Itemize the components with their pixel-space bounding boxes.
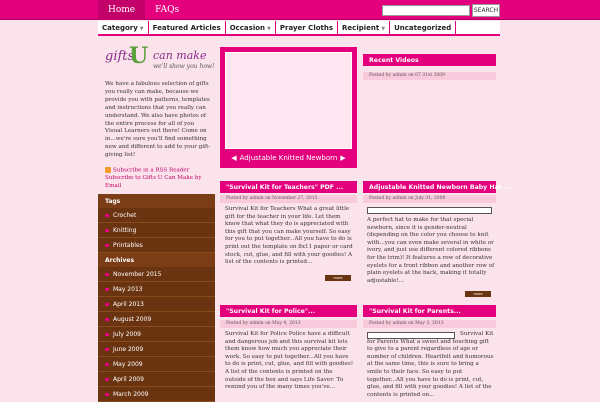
prev-arrow-icon[interactable]: ◀ xyxy=(231,154,237,162)
post-meta: Posted by admin on May 4, 2013 xyxy=(220,320,357,328)
search-button[interactable]: SEARCH xyxy=(472,4,500,17)
prayer-cloths-menu[interactable] xyxy=(276,21,338,35)
site-logo[interactable] xyxy=(105,43,215,77)
featured-caption-text[interactable]: Adjustable Knitted Newborn xyxy=(239,154,338,162)
archive-item[interactable] xyxy=(98,297,215,312)
featured-caption xyxy=(220,151,357,165)
top-navigation-bar xyxy=(0,0,600,20)
post-excerpt: Survival Kit for Police Police have a difficult and dangerous job and this survival kit lets them know how much you appreciate their work. So easy to put together...All you have to do is print, cut, glue, and fill with goodies! A list of the contents is printed on the outside of the box and says Life Saver: To remind you of the many times you've... xyxy=(225,331,354,391)
tag-item[interactable] xyxy=(98,238,215,253)
post-title-link[interactable]: "Survival Kit for Parents... xyxy=(363,305,496,317)
category-nav xyxy=(98,21,500,36)
search-input[interactable] xyxy=(382,5,470,16)
tag-label: Crochet xyxy=(113,212,137,219)
bullet-icon xyxy=(105,348,109,351)
archive-item[interactable] xyxy=(98,312,215,327)
post-title-link[interactable]: "Survival Kit for Police"... xyxy=(220,305,357,317)
logo-word-can-make: can make xyxy=(153,49,207,62)
dropdown-arrow-icon: ▼ xyxy=(381,26,386,32)
post-excerpt: Survival Kit for Parents What a sweet and touching gift to give to a parent regardless of age or number of children. Heartfelt and humorous at the same time, this is sure to bring a smile to their face. So easy to put together...All you have to do is print, cut, glue, and fill with your goodies! A list of the contents is printed on... xyxy=(367,331,494,398)
featured-image[interactable] xyxy=(225,52,352,149)
bullet-icon xyxy=(105,273,109,276)
email-subscribe-link[interactable]: Subscribe to Gifts U Can Make by Email xyxy=(105,175,202,190)
uncategorized-label: Uncategorized xyxy=(394,24,452,32)
logo-letter-u: U xyxy=(129,43,149,69)
logo-word-gifts: gifts xyxy=(105,49,135,64)
nav-faqs-link[interactable]: FAQs xyxy=(155,5,180,15)
bullet-icon xyxy=(105,318,109,321)
featured-articles-menu[interactable] xyxy=(149,21,226,35)
tag-label: Printables xyxy=(113,242,143,249)
recipient-menu[interactable] xyxy=(338,21,390,35)
occasion-label: Occasion xyxy=(229,24,266,32)
tag-item[interactable] xyxy=(98,223,215,238)
bullet-icon xyxy=(105,244,109,247)
archive-label: August 2009 xyxy=(113,316,152,323)
post-meta: Posted by admin on July 31, 2009 xyxy=(363,195,496,203)
uncategorized-menu[interactable] xyxy=(390,21,456,35)
prayer-cloths-label: Prayer Cloths xyxy=(279,24,334,32)
occasion-menu[interactable] xyxy=(226,21,276,35)
rss-icon xyxy=(105,167,111,173)
intro-text: We have a fabulous selection of gifts you really can make, because we provide you with patterns, templates and instructions that you really can understand. We also have photos of the entire process for all of you Visual Learners out there! Come on in...we're sure you'll find something new and different to add to your gift-giving list! xyxy=(105,81,211,159)
featured-articles-label: Featured Articles xyxy=(152,24,221,32)
top-nav xyxy=(98,0,189,20)
category-label: Category xyxy=(102,24,138,32)
archive-label: May 2013 xyxy=(113,286,143,293)
post-meta: Posted by admin on May 3, 2013 xyxy=(363,320,496,328)
archive-label: July 2009 xyxy=(113,331,141,338)
archive-label: November 2015 xyxy=(113,271,162,278)
archive-label: May 2009 xyxy=(113,361,143,368)
bullet-icon xyxy=(105,393,109,396)
archive-item[interactable] xyxy=(98,282,215,297)
tags-heading: Tags xyxy=(98,194,215,208)
post-excerpt: A perfect hat to make for that special newborn, since it is gender-neutral (depending on the color you choose to knit with...you can even make several in white or ivory, and just use different colored ribbons for the trim)! It features a row of decorative eyelets for a front ribbon and another row of plain eyelets at the back, making it totally adjustable!... xyxy=(367,217,495,284)
next-arrow-icon[interactable]: ▶ xyxy=(340,154,346,162)
recent-videos-heading: Recent Videos xyxy=(363,54,496,66)
featured-slider[interactable] xyxy=(220,47,357,168)
recipient-label: Recipient xyxy=(342,24,380,32)
dropdown-arrow-icon: ▼ xyxy=(267,26,271,32)
archive-item[interactable] xyxy=(98,372,215,387)
rss-reader-link[interactable] xyxy=(105,167,213,175)
bullet-icon xyxy=(105,363,109,366)
archive-item[interactable] xyxy=(98,357,215,372)
recent-videos-meta: Posted by admin on 07 31st 2009 xyxy=(363,72,496,80)
more-button[interactable]: more xyxy=(325,275,351,281)
tag-label: Knitting xyxy=(113,227,137,234)
post-excerpt: Survival Kit for Teachers What a great little gift for the teacher in your life. Let them know that what they do is appreciated with this gift that you can make yourself. So easy for you to put together...All you have to do is print out the template on 8x11 paper or card stock, cut, glue, and fill with your goodies! A list of the contents is printed... xyxy=(225,206,353,266)
post-title-link[interactable]: "Survival Kit for Teachers" PDF ... xyxy=(220,181,357,193)
nav-home-link[interactable]: Home xyxy=(98,0,145,20)
archive-item[interactable] xyxy=(98,342,215,357)
post-title-link[interactable]: Adjustable Knitted Newborn Baby Hat ... xyxy=(363,181,496,193)
bullet-icon xyxy=(105,229,109,232)
bullet-icon xyxy=(105,288,109,291)
archive-label: April 2013 xyxy=(113,301,144,308)
bullet-icon xyxy=(105,214,109,217)
more-button[interactable]: more xyxy=(465,291,491,297)
dropdown-arrow-icon: ▼ xyxy=(139,26,144,32)
archive-label: April 2009 xyxy=(113,376,144,383)
logo-tagline: we'll show you how! xyxy=(153,63,215,70)
rss-reader-label: Subscribe in a RSS Reader xyxy=(113,167,190,174)
bullet-icon xyxy=(105,378,109,381)
subscribe-links xyxy=(105,167,213,191)
archives-heading: Archives xyxy=(98,253,215,267)
archive-item[interactable] xyxy=(98,387,215,402)
bullet-icon xyxy=(105,333,109,336)
archive-label: June 2009 xyxy=(113,346,144,353)
category-menu[interactable] xyxy=(98,21,149,35)
bullet-icon xyxy=(105,303,109,306)
archive-item[interactable] xyxy=(98,327,215,342)
post-meta: Posted by admin on November 27, 2015 xyxy=(220,195,357,203)
post-thumbnail[interactable] xyxy=(367,207,492,214)
tag-item[interactable] xyxy=(98,208,215,223)
archive-label: March 2009 xyxy=(113,391,149,398)
archive-item[interactable] xyxy=(98,267,215,282)
sidebar xyxy=(98,194,215,400)
